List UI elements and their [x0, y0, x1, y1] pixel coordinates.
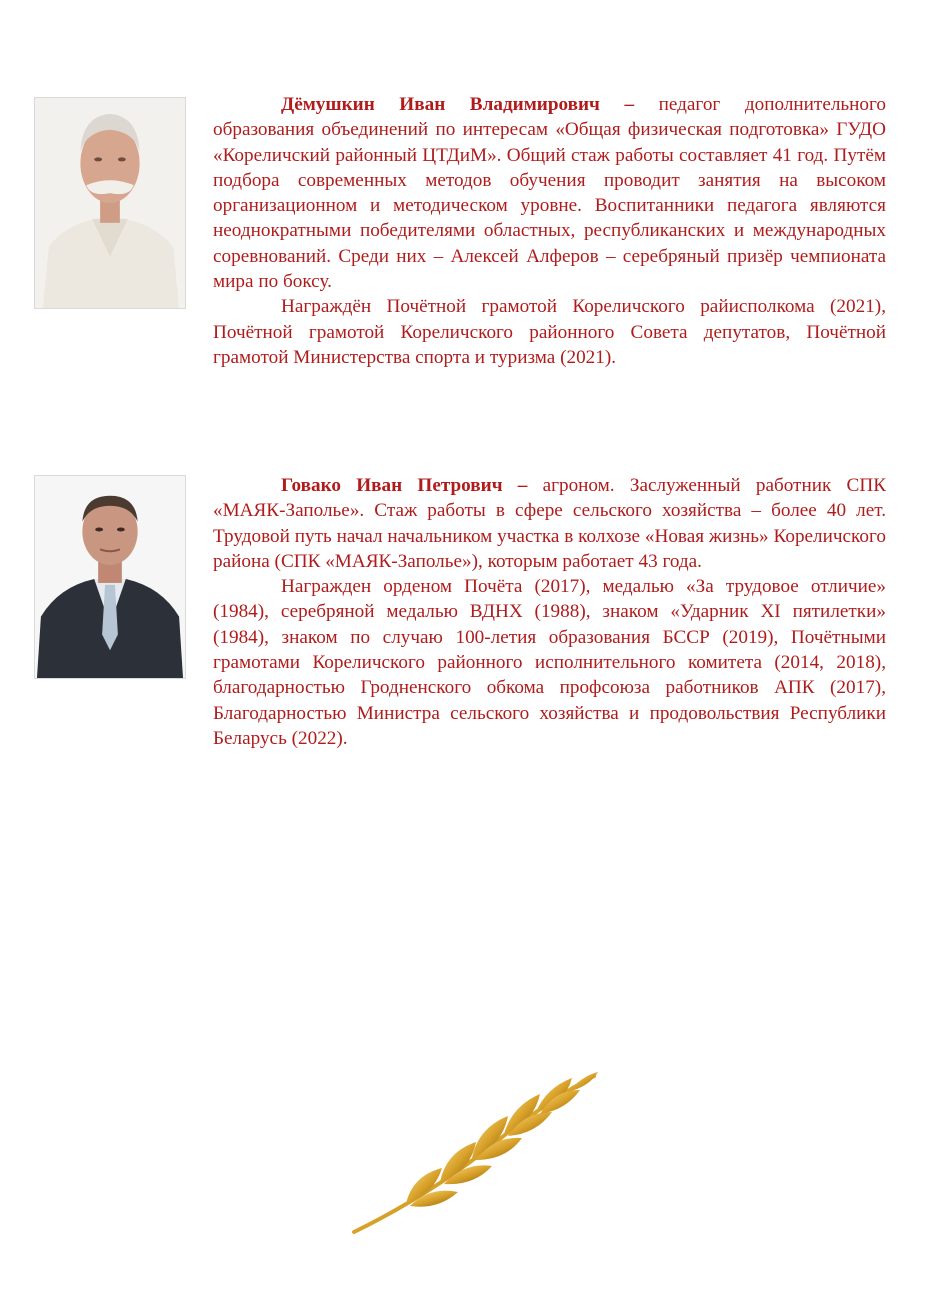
- bio-text-govako: [213, 473, 886, 751]
- portrait-photo-govako: [34, 475, 186, 679]
- bio-paragraph: [213, 92, 886, 294]
- person-name: Дёмушкин Иван Владимирович: [281, 94, 600, 115]
- name-dash: –: [599, 94, 659, 115]
- portrait-photo-demushkin: [34, 97, 186, 309]
- person-name: Говако Иван Петрович: [281, 475, 503, 496]
- bio-text-demushkin: [213, 92, 886, 370]
- awards-paragraph: Награжден орденом Почёта (2017), медалью «За трудовое отличие» (1984), серебряной медалью ВДНХ (1988), знаком «Ударник XI пятилетки» (1984), знаком по случаю 100-летия образования БССР (2019), Почётными грамотами Кореличского районного исполнительного комитета (2014, 2018), благодарностью Гродненского обкома профсоюза работников АПК (2017), Благодарностью Министра сельского хозяйства и продовольствия Республики Беларусь (2022).: [213, 576, 886, 749]
- bio-description: агроном. Заслуженный работник СПК «МАЯК-Заполье». Стаж работы в сфере сельского хозяйства – более 40 лет. Трудовой путь начал начальником участка в колхозе «Новая жизнь» Кореличского района (СПК «МАЯК-Заполье»), которым работает 43 года.: [213, 475, 886, 572]
- name-dash: –: [502, 475, 543, 496]
- golden-laurel-branch-icon: [346, 1072, 608, 1242]
- bio-description: педагог дополнительного образования объединений по интересам «Общая физическая подготовка» ГУДО «Кореличский районный ЦТДиМ». Общий стаж работы составляет 41 год. Путём подбора современных методов обучения проводит занятия на высоком организационном и методическом уровне. Воспитанники педагога являются неоднократными победителями областных, республиканских и международных соревнований. Среди них – Алексей Алферов – серебряный призёр чемпионата мира по боксу.: [213, 94, 887, 293]
- bio-paragraph: [213, 473, 886, 574]
- awards-paragraph: Награждён Почётной грамотой Кореличского райисполкома (2021), Почётной грамотой Кореличского районного Совета депутатов, Почётной грамотой Министерства спорта и туризма (2021).: [213, 296, 886, 368]
